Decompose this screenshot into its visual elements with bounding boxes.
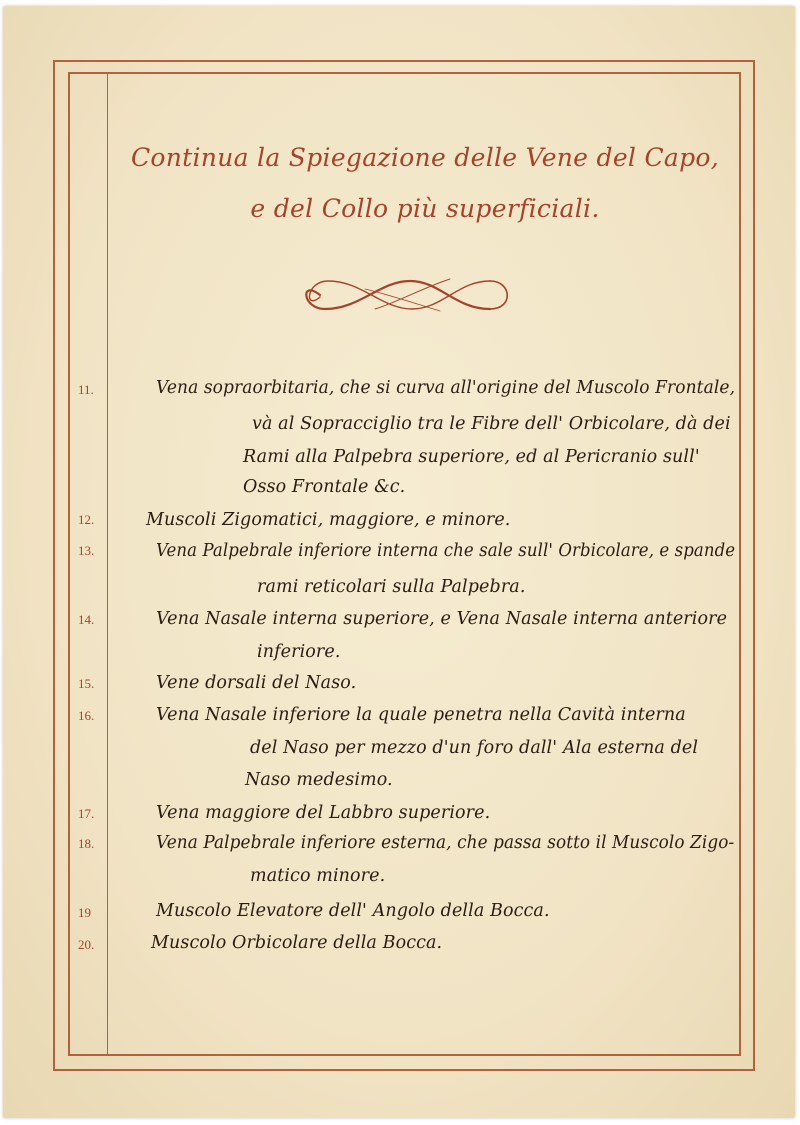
- entry-text-line: Muscolo Elevatore dell' Angolo della Bocca.: [156, 901, 550, 921]
- entry-number: 14.: [78, 612, 95, 627]
- entry-number: 13.: [78, 543, 95, 558]
- entry-text-line: Vena Nasale inferiore la quale penetra nella Cavità interna: [156, 705, 686, 725]
- entry-text-line: Muscolo Orbicolare della Bocca.: [151, 933, 443, 953]
- entry-text-line: Vena maggiore del Labbro superiore.: [156, 803, 491, 823]
- entry-text-line: Muscoli Zigomatici, maggiore, e minore.: [146, 510, 511, 530]
- entry-number: 18.: [78, 836, 95, 851]
- entry-text-line: Vena sopraorbitaria, che si curva all'origine del Muscolo Frontale,: [156, 378, 736, 398]
- page-title-line-2: e del Collo più superficiali.: [250, 194, 600, 223]
- entry-text-line: Vena Palpebrale inferiore interna che sale sull' Orbicolare, e spande: [156, 541, 736, 561]
- margin-rule: [107, 72, 108, 1056]
- page-title-line-1: Continua la Spiegazione delle Vene del Capo,: [130, 143, 720, 172]
- entry-text-line: Naso medesimo.: [245, 770, 393, 790]
- entry-number: 16.: [78, 708, 95, 723]
- calligraphic-flourish: [290, 265, 520, 325]
- entry-number: 17.: [78, 806, 95, 821]
- entry-text-line: Rami alla Palpebra superiore, ed al Pericranio sull': [243, 447, 700, 467]
- entry-number: 12.: [78, 512, 95, 527]
- entry-text-line: del Naso per mezzo d'un foro dall' Ala esterna del: [250, 738, 699, 758]
- entry-text-line: matico minore.: [250, 866, 386, 886]
- entry-text-line: rami reticolari sulla Palpebra.: [257, 577, 526, 597]
- entry-text-line: Osso Frontale &c.: [243, 477, 406, 497]
- entry-text-line: inferiore.: [257, 642, 341, 662]
- entry-number: 11.: [78, 382, 94, 397]
- entry-number: 19: [78, 905, 91, 920]
- entry-number: 20.: [78, 937, 95, 952]
- entry-text-line: Vena Palpebrale inferiore esterna, che passa sotto il Muscolo Zigo-: [156, 833, 735, 853]
- entry-number: 15.: [78, 676, 95, 691]
- entry-text-line: Vene dorsali del Naso.: [156, 673, 357, 693]
- entry-text-line: Vena Nasale interna superiore, e Vena Nasale interna anteriore: [156, 609, 728, 629]
- entry-text-line: và al Sopracciglio tra le Fibre dell' Orbicolare, dà dei: [252, 414, 731, 434]
